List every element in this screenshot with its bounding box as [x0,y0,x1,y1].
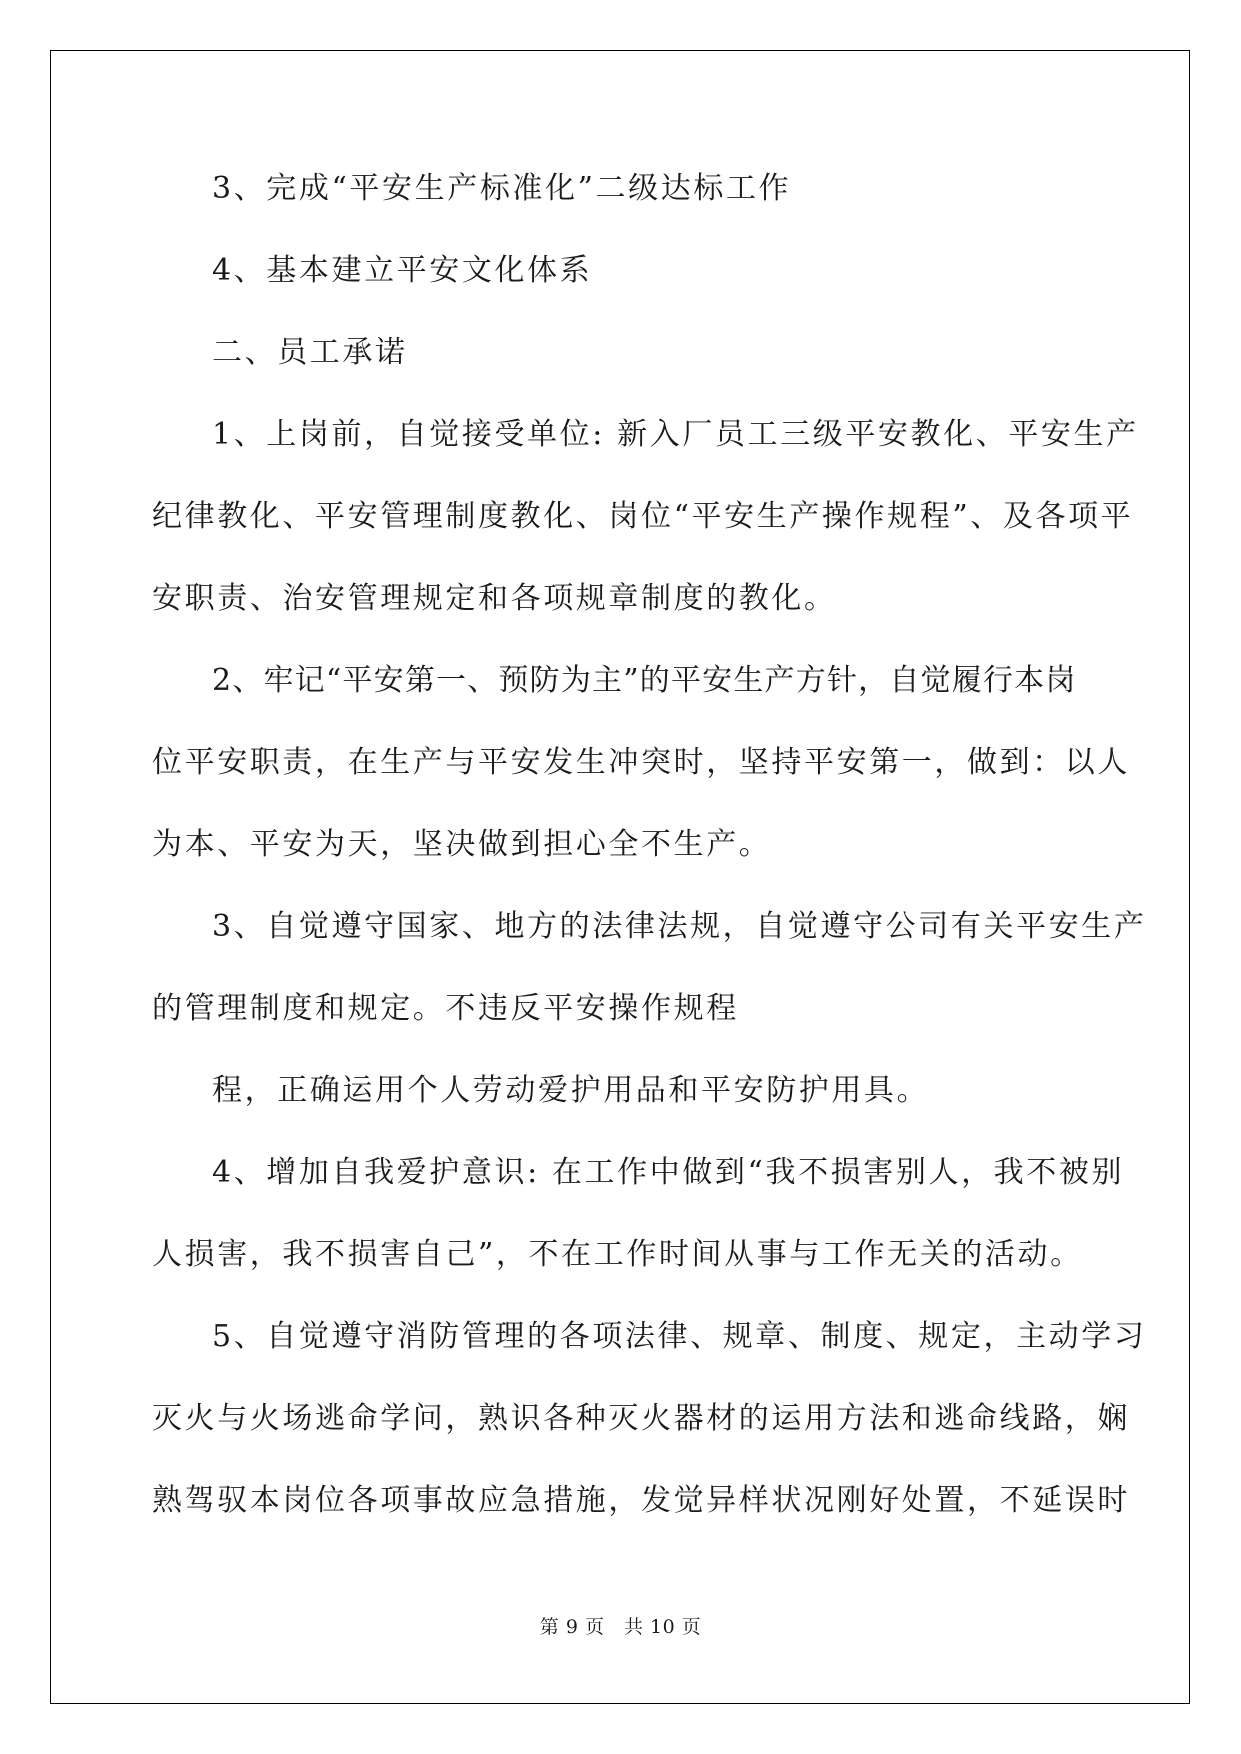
text-line: 3、完成“平安生产标准化”二级达标工作 [212,171,792,206]
text-line: 位平安职责，在生产与平安发生冲突时，坚持平安第一，做到：以人 [152,745,1130,780]
text-line: 3、自觉遵守国家、地方的法律法规，自觉遵守公司有关平安生产 [212,909,1147,944]
text-line: 1、上岗前，自觉接受单位: 新入厂员工三级平安教化、平安生产 [212,417,1139,452]
text-line: 灭火与火场逃命学问，熟识各种灭火器材的运用方法和逃命线路，娴 [152,1401,1130,1436]
text-line: 4、基本建立平安文化体系 [212,253,593,288]
text-line: 5、自觉遵守消防管理的各项法律、规章、制度、规定，主动学习 [212,1319,1147,1354]
text-line: 4、增加自我爱护意识: 在工作中做到“我不损害别人，我不被别 [212,1155,1125,1190]
section-heading: 二、员工承诺 [212,335,408,370]
text-line: 程，正确运用个人劳动爱护用品和平安防护用具。 [212,1073,930,1108]
text-line: 熟驾驭本岗位各项事故应急措施，发觉异样状况刚好处置，不延误时 [152,1483,1130,1518]
text-line: 为本、平安为天，坚决做到担心全不生产。 [152,827,772,862]
document-body [152,148,1147,1542]
text-line: 人损害，我不损害自己”，不在工作时间从事与工作无关的活动。 [152,1237,1083,1272]
text-line: 的管理制度和规定。不违反平安操作规程 [152,991,739,1026]
page-number: 第 9 页 共 10 页 [539,1616,702,1638]
text-line: 2、牢记“平安第一、预防为主”的平安生产方针，自觉履行本岗 [212,663,1077,698]
text-line: 安职责、治安管理规定和各项规章制度的教化。 [152,581,837,616]
text-line: 纪律教化、平安管理制度教化、岗位“平安生产操作规程”、及各项平 [152,499,1134,534]
